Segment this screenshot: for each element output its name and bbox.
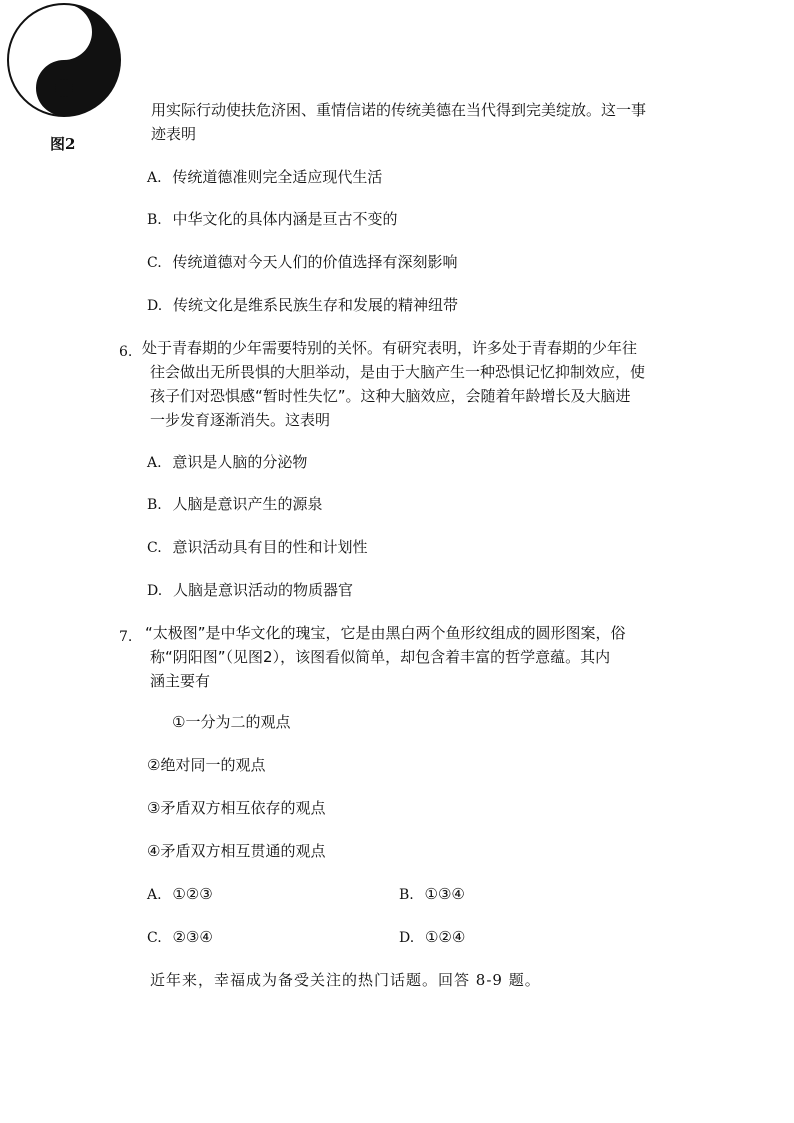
option-text: ①②③ xyxy=(172,885,213,903)
option-letter: D. xyxy=(147,583,163,599)
q6-option-d xyxy=(147,580,353,601)
q7-option-c xyxy=(147,927,213,948)
q5-option-a xyxy=(147,167,382,188)
option-text: 传统文化是维系民族生存和发展的精神纽带 xyxy=(172,296,458,314)
option-letter: A. xyxy=(147,170,162,186)
option-letter: B. xyxy=(399,887,414,903)
q5-option-d xyxy=(147,295,458,316)
q7-number: 7. xyxy=(119,629,133,645)
yin-yang-icon xyxy=(4,2,124,120)
q5-stem-line-1: 用实际行动使扶危济困、重情信诺的传统美德在当代得到完美绽放。这一事 xyxy=(151,101,647,119)
section-note: 近年来，幸福成为备受关注的热门话题。回答 8-9 题。 xyxy=(150,971,541,989)
option-text: ①②④ xyxy=(424,928,466,946)
q7-statement-4: ④矛盾双方相互贯通的观点 xyxy=(147,842,326,860)
option-letter: C. xyxy=(147,540,162,556)
figure-label: 图2 xyxy=(50,135,76,153)
option-letter: B. xyxy=(147,212,162,228)
option-text: 中华文化的具体内涵是亘古不变的 xyxy=(172,210,398,228)
option-text: 传统道德对今天人们的价值选择有深刻影响 xyxy=(172,253,458,271)
q7-option-d xyxy=(399,927,465,948)
option-letter: C. xyxy=(147,930,162,946)
q5-option-c xyxy=(147,252,457,273)
q7-stem-line-1: “太极图”是中华文化的瑰宝，它是由黑白两个鱼形纹组成的圆形图案，俗 xyxy=(145,624,626,642)
q7-stem-line-3: 涵主要有 xyxy=(150,672,211,690)
q7-statement-2: ②绝对同一的观点 xyxy=(147,756,266,774)
option-letter: B. xyxy=(147,497,162,513)
option-letter: C. xyxy=(147,255,162,271)
figure-2 xyxy=(4,2,124,122)
q7-statement-3: ③矛盾双方相互依存的观点 xyxy=(147,799,326,817)
option-text: 传统道德准则完全适应现代生活 xyxy=(172,168,383,186)
option-text: 人脑是意识产生的源泉 xyxy=(172,495,323,513)
q6-option-a xyxy=(147,452,307,473)
option-text: 意识活动具有目的性和计划性 xyxy=(172,538,368,556)
option-text: ①③④ xyxy=(424,885,465,903)
q6-stem-line-1: 处于青春期的少年需要特别的关怀。有研究表明，许多处于青春期的少年往 xyxy=(142,339,638,357)
option-letter: D. xyxy=(399,930,415,946)
option-letter: A. xyxy=(147,887,162,903)
q7-statement-1: ①一分为二的观点 xyxy=(172,713,291,731)
q6-stem-line-3: 孩子们对恐惧感“暂时性失忆”。这种大脑效应，会随着年龄增长及大脑进 xyxy=(150,387,631,405)
q6-stem-line-4: 一步发育逐渐消失。这表明 xyxy=(150,411,331,429)
q6-stem-line-2: 往会做出无所畏惧的大胆举动，是由于大脑产生一种恐惧记忆抑制效应，使 xyxy=(150,363,646,381)
q7-option-a xyxy=(147,884,213,905)
option-text: 人脑是意识活动的物质器官 xyxy=(172,581,353,599)
q7-stem-line-2: 称“阴阳图”（见图2），该图看似简单，却包含着丰富的哲学意蕴。其内 xyxy=(150,648,611,666)
option-letter: D. xyxy=(147,298,163,314)
q6-option-b xyxy=(147,494,323,515)
option-letter: A. xyxy=(147,455,162,471)
q5-option-b xyxy=(147,209,398,230)
q6-option-c xyxy=(147,537,367,558)
q6-number: 6. xyxy=(119,344,133,360)
q7-option-b xyxy=(399,884,465,905)
q5-stem-line-2: 迹表明 xyxy=(151,125,197,143)
option-text: ②③④ xyxy=(172,928,213,946)
option-text: 意识是人脑的分泌物 xyxy=(172,453,308,471)
